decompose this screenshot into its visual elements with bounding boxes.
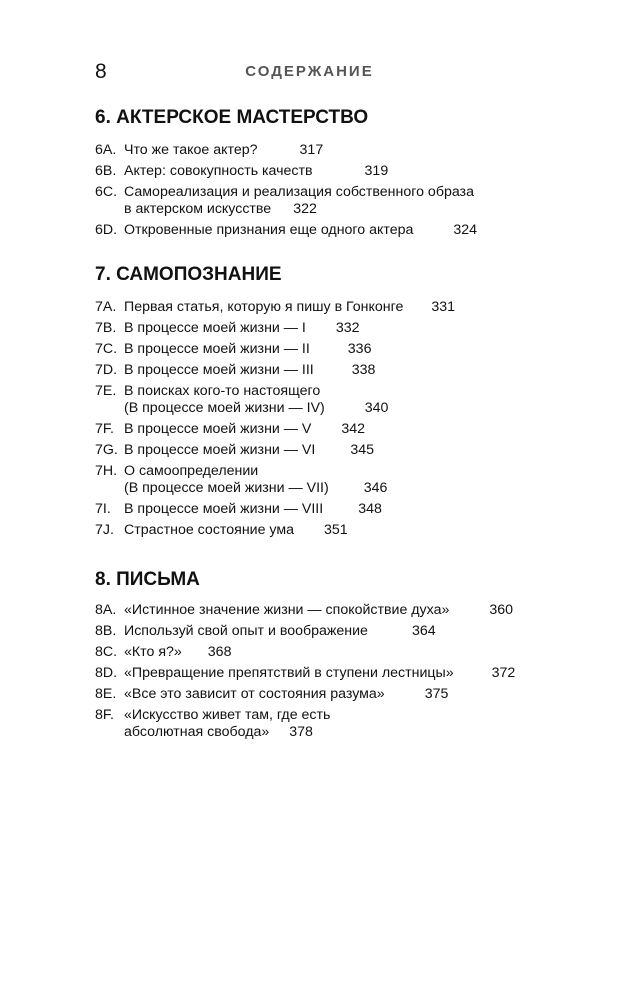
toc-entry [95,442,575,459]
toc-entry-page: 340 [364,400,389,416]
toc-entry-body [124,463,575,497]
toc-entry-title: Используй свой опыт и воображение [124,623,368,639]
running-head: СОДЕРЖАНИЕ [245,63,374,80]
toc-entry-title: абсолютная свобода» [124,724,270,740]
toc-entry-page: 336 [347,341,372,357]
toc-entry-title: Откровенные признания еще одного актера [124,222,414,238]
toc-entry [95,522,575,539]
toc-entry-code: 6B. [95,163,117,179]
toc-entry-page: 317 [299,142,324,158]
toc-entry-body [124,501,575,518]
toc-entry [95,602,575,619]
toc-entry-title: Актер: совокупность качеств [124,163,313,179]
toc-entry-title: «Кто я?» [124,644,182,660]
toc-entry-page: 324 [453,222,478,238]
toc-entry-page: 331 [431,299,456,315]
toc-entry [95,421,575,438]
toc-entry-page: 368 [207,644,232,660]
toc-entry [95,163,575,180]
toc-entry-page: 372 [491,665,516,681]
toc-entry-title: Страстное состояние ума [124,522,294,538]
toc-entry-code: 8B. [95,623,117,639]
toc-entry-title: В процессе моей жизни — III [124,362,314,378]
toc-entry-title: О самоопределении [124,463,259,479]
toc-entry-body [124,163,575,180]
toc-entry-body [124,644,575,661]
toc-entry-page: 346 [363,480,388,496]
section-entries-8 [95,602,575,745]
toc-entry-body [124,184,575,218]
toc-entry-page: 351 [324,522,348,538]
toc-entry-code: 7F. [95,421,114,437]
toc-entry-page: 338 [351,362,376,378]
toc-entry-code: 7H. [95,463,118,479]
toc-entry-title: В процессе моей жизни — I [124,320,306,336]
toc-entry-code: 7A. [95,299,117,315]
toc-entry-code: 7B. [95,320,117,336]
toc-entry-code: 7E. [95,383,117,399]
toc-entry-code: 6A. [95,142,117,158]
toc-entry-page: 378 [289,724,313,740]
toc-entry-title: (В процессе моей жизни — IV) [124,400,325,416]
page-number: 8 [95,60,107,83]
toc-entry-title: «Все это зависит от состояния разума» [124,686,385,702]
toc-entry-title: Самореализация и реализация собственного образа [124,184,474,200]
toc-entry-code: 8E. [95,686,117,702]
toc-entry-page: 345 [350,442,374,458]
toc-entry-page: 322 [293,201,317,217]
toc-entry-title: В процессе моей жизни — V [124,421,312,437]
toc-entry-body [124,142,575,159]
toc-entry-body [124,707,575,741]
toc-entry-body [124,299,575,316]
toc-entry-title: «Искусство живет там, где есть [124,707,331,723]
toc-entry-page: 342 [341,421,366,437]
toc-entry [95,623,575,640]
section-title-8: 8. ПИСЬМА [95,569,200,590]
toc-entry-body [124,522,575,539]
toc-entry-body [124,421,575,438]
toc-entry-title: «Истинное значение жизни — спокойствие духа» [124,602,450,618]
toc-entry [95,501,575,518]
toc-entry-body [124,222,575,239]
toc-entry-title: В процессе моей жизни — II [124,341,310,357]
toc-entry-page: 375 [424,686,449,702]
toc-entry-page: 332 [335,320,360,336]
section-title-6: 6. АКТЕРСКОЕ МАСТЕРСТВО [95,107,369,128]
toc-entry-title: (В процессе моей жизни — VII) [124,480,329,496]
toc-entry [95,184,575,218]
toc-entry-body [124,383,575,417]
toc-entry-title: Первая статья, которую я пишу в Гонконге [124,299,404,315]
toc-entry-title: В поисках кого-то настоящего [124,383,321,399]
toc-entry [95,644,575,661]
toc-entry-code: 7D. [95,362,118,378]
toc-entry-page: 360 [489,602,514,618]
toc-entry-body [124,623,575,640]
toc-entry [95,362,575,379]
section-entries-7 [95,299,575,543]
toc-entry-code: 8C. [95,644,118,660]
toc-entry [95,463,575,497]
toc-entry-code: 7C. [95,341,118,357]
toc-entry [95,686,575,703]
toc-entry-code: 7I. [95,501,111,517]
toc-entry-page: 348 [358,501,382,517]
toc-entry-body [124,341,575,358]
toc-entry [95,665,575,682]
toc-entry-body [124,442,575,459]
section-entries-6 [95,142,575,243]
toc-entry-page: 319 [364,163,389,179]
toc-entry-code: 8D. [95,665,118,681]
toc-entry-body [124,320,575,337]
toc-entry-code: 6D. [95,222,118,238]
toc-entry-title: «Превращение препятствий в ступени лестницы» [124,665,454,681]
toc-entry [95,222,575,239]
toc-entry-title: в актерском искусстве [124,201,272,217]
toc-entry-body [124,665,575,682]
toc-entry-title: В процессе моей жизни — VIII [124,501,324,517]
toc-entry [95,707,575,741]
section-title-7: 7. САМОПОЗНАНИЕ [95,264,282,285]
toc-entry-code: 7G. [95,442,118,458]
toc-entry-code: 6C. [95,184,118,200]
toc-entry-body [124,362,575,379]
toc-entry-code: 7J. [95,522,114,538]
toc-entry-code: 8A. [95,602,117,618]
toc-entry-body [124,602,575,619]
toc-entry [95,299,575,316]
toc-entry-page: 364 [411,623,436,639]
toc-entry-title: Что же такое актер? [124,142,258,158]
toc-entry [95,320,575,337]
toc-entry-title: В процессе моей жизни — VI [124,442,316,458]
toc-entry [95,341,575,358]
toc-entry-code: 8F. [95,707,114,723]
toc-entry-body [124,686,575,703]
toc-entry [95,383,575,417]
toc-entry [95,142,575,159]
